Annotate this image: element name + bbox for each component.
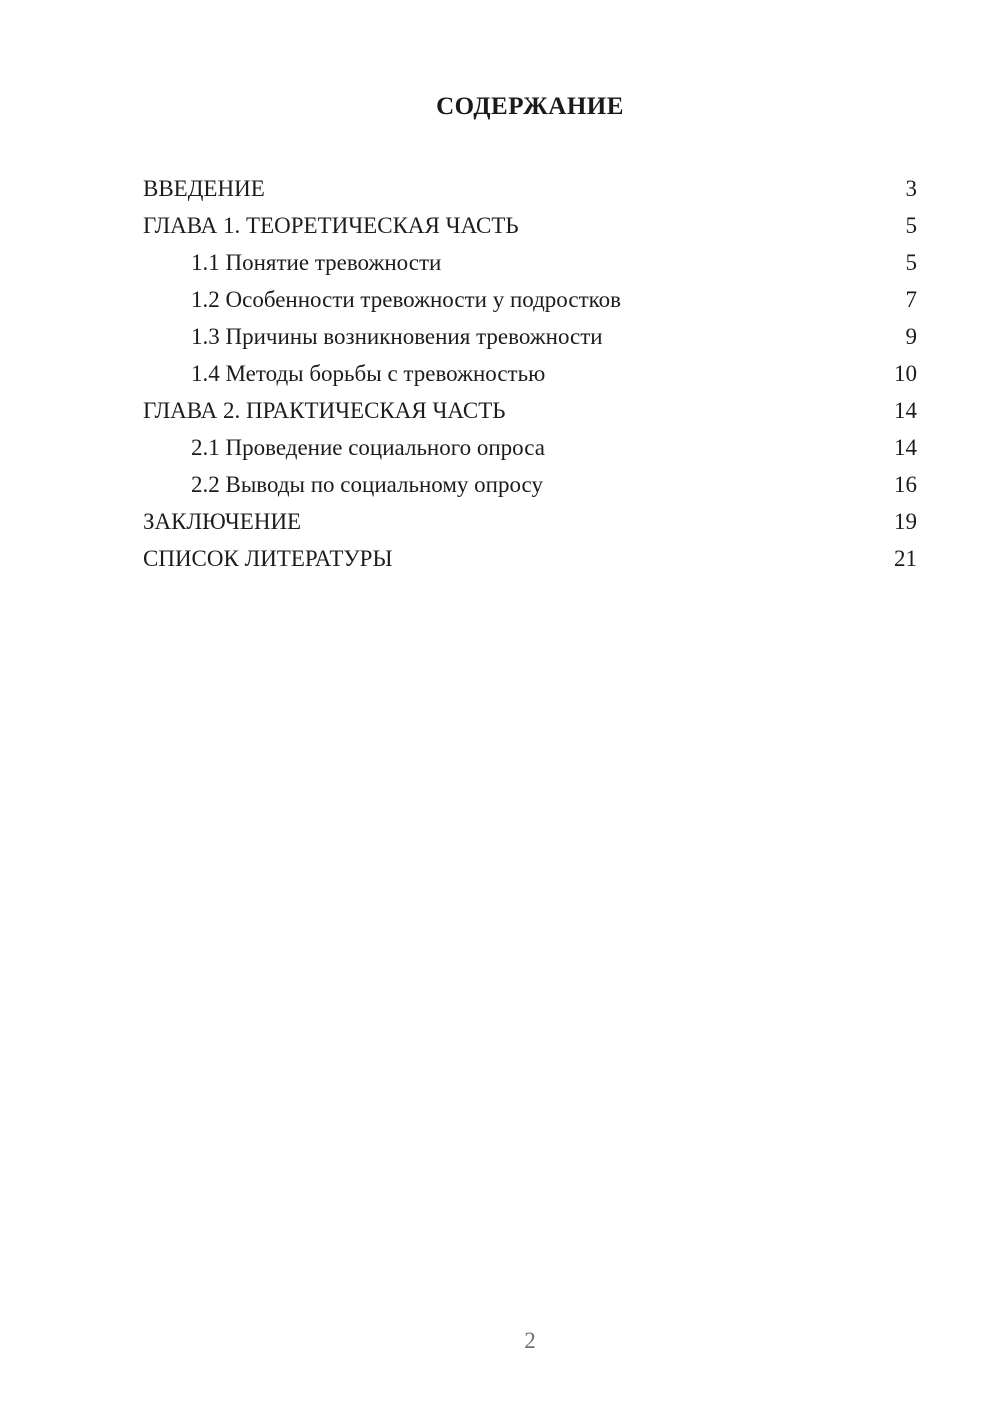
toc-entry-label: ГЛАВА 1. ТЕОРЕТИЧЕСКАЯ ЧАСТЬ (143, 213, 519, 238)
toc-row (143, 207, 917, 244)
toc-entry-label: 1.2 Особенности тревожности у подростков (191, 287, 621, 312)
toc-entry-label: ЗАКЛЮЧЕНИЕ (143, 509, 302, 534)
toc-entry-page-number: 14 (894, 435, 917, 460)
toc-row (143, 466, 917, 503)
toc-entry-page-number: 10 (894, 361, 917, 386)
toc-entry-page-number: 7 (905, 287, 917, 312)
toc-list (143, 170, 917, 577)
toc-entry-label: СПИСОК ЛИТЕРАТУРЫ (143, 546, 393, 571)
toc-entry-label: 1.4 Методы борьбы с тревожностью (191, 361, 546, 386)
toc-row (143, 318, 917, 355)
toc-entry-label: 1.1 Понятие тревожности (191, 250, 442, 275)
page-title: СОДЕРЖАНИЕ (436, 93, 624, 120)
toc-row (143, 244, 917, 281)
toc-entry-page-number: 21 (894, 546, 917, 571)
toc-entry-page-number: 5 (905, 250, 917, 275)
toc-entry-label: ВВЕДЕНИЕ (143, 176, 265, 201)
toc-row (143, 355, 917, 392)
toc-row (143, 429, 917, 466)
toc-entry-page-number: 5 (905, 213, 917, 238)
toc-entry-label: ГЛАВА 2. ПРАКТИЧЕСКАЯ ЧАСТЬ (143, 398, 506, 423)
toc-entry-label: 1.3 Причины возникновения тревожности (191, 324, 603, 349)
toc-entry-page-number: 14 (894, 398, 917, 423)
toc-entry-page-number: 3 (905, 176, 917, 201)
toc-entry-page-number: 9 (905, 324, 917, 349)
toc-entry-page-number: 16 (894, 472, 917, 497)
toc-entry-label: 2.1 Проведение социального опроса (191, 435, 545, 460)
toc-row (143, 170, 917, 207)
toc-row (143, 281, 917, 318)
toc-entry-page-number: 19 (894, 509, 917, 534)
toc-content (143, 93, 917, 577)
toc-row (143, 540, 917, 577)
footer-page-number: 2 (524, 1328, 536, 1353)
toc-entry-label: 2.2 Выводы по социальному опросу (191, 472, 543, 497)
toc-row (143, 392, 917, 429)
toc-row (143, 503, 917, 540)
